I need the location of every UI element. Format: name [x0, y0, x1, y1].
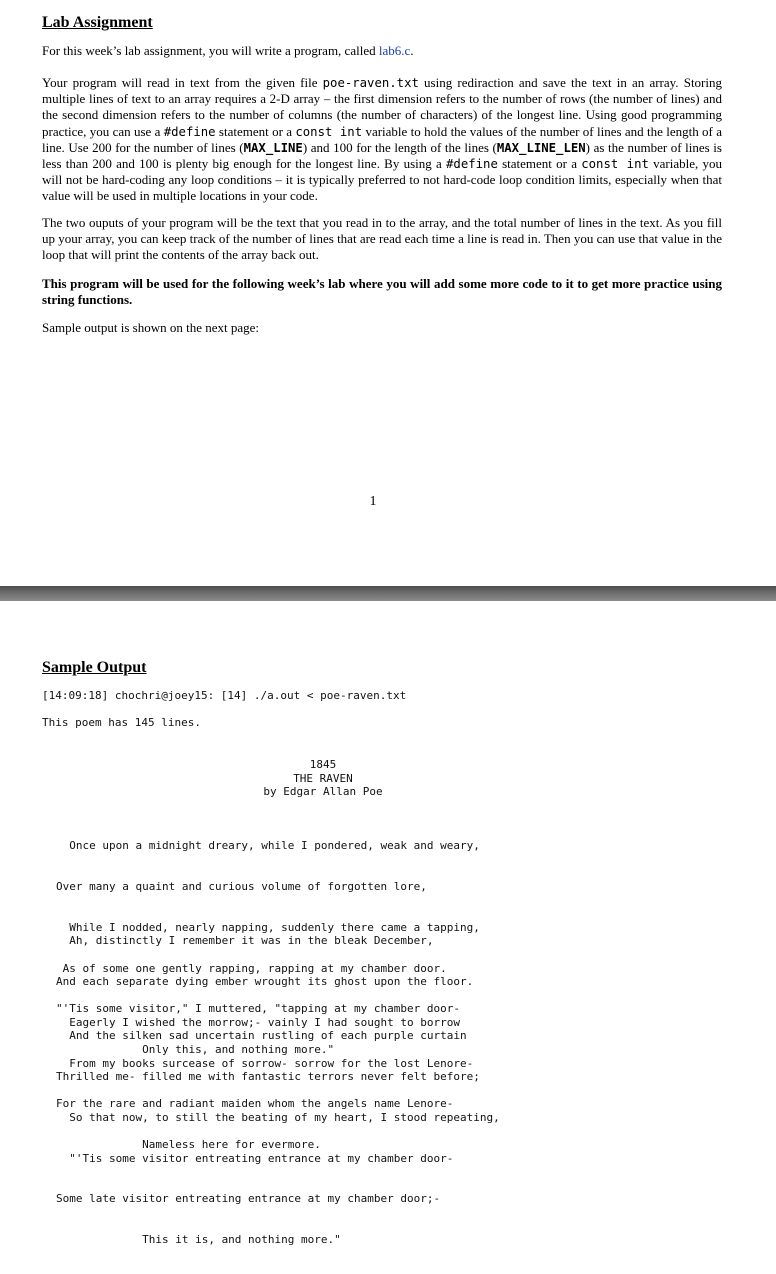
para1-text-8: variable, you will not be hard-coding any loop conditions – it is typically preferred to not hard-code loop condition limits, especially when that value will be used in multiple locations in your code.: [42, 156, 722, 204]
poem-line: Over many a quaint and curious volume of forgotten lore,: [56, 879, 427, 893]
para1-text-2: using rediraction and save the text in an array. Storing multiple lines of text to an array requires a 2-D array – the first dimension refers to the number of rows (the number of lines) and the second dimension refers to the number of columns (the number of characters) of the longest line. Using good programming practice, you can use a: [42, 75, 722, 139]
poem-line: From my books surcease of sorrow- sorrow for the lost Lenore-: [56, 1056, 474, 1070]
poem-author: by Edgar Allan Poe: [263, 785, 383, 799]
sample-output-pointer: Sample output is shown on the next page:: [42, 320, 260, 335]
define-keyword: #define: [163, 124, 216, 139]
max-line-len-constant: MAX_LINE_LEN: [496, 140, 586, 155]
poem-title: THE RAVEN: [293, 771, 353, 785]
define-keyword-2: #define: [446, 157, 498, 172]
poem-line: And the silken sad uncertain rustling of each purple curtain: [56, 1029, 467, 1043]
intro-suffix: .: [410, 43, 414, 58]
para1-text-6: ) as the number of lines is less than 200 and 100 is plenty big enough for the longest line. By using a: [42, 139, 722, 172]
outputs-paragraph: The two ouputs of your program will be the text that you read in to the array, and the total number of lines in the text. As you fill up your array, you can keep track of the number of lines that are read each time a line is read in. Then you can use that value in the loop that will print the contents of the array back out.: [42, 215, 722, 263]
para1-text-3: statement or a: [215, 123, 296, 139]
poem-line: This it is, and nothing more.": [56, 1233, 341, 1247]
para1-text-7: statement or a: [497, 156, 582, 172]
poem-line: Only this, and nothing more.": [56, 1043, 335, 1057]
poem-line: "'Tis some visitor," I muttered, "tapping at my chamber door-: [56, 1002, 460, 1016]
poem-line: Thrilled me- filled me with fantastic terrors never felt before;: [56, 1069, 480, 1083]
poem-line: So that now, to still the beating of my heart, I stood repeating,: [56, 1110, 500, 1124]
lab-assignment-heading: Lab Assignment: [42, 14, 153, 31]
sample-output-heading: Sample Output: [42, 659, 147, 676]
poem-line: "'Tis some visitor entreating entrance at my chamber door-: [56, 1151, 454, 1165]
poem-line: While I nodded, nearly napping, suddenly there came a tapping,: [56, 920, 480, 934]
poem-stanza-3: [56, 1002, 500, 1274]
poem-line: For the rare and radiant maiden whom the angels name Lenore-: [56, 1097, 454, 1111]
const-int-keyword-2: const int: [581, 157, 649, 172]
poem-line: Nameless here for evermore.: [56, 1138, 321, 1152]
poem-line: And each separate dying ember wrought its ghost upon the floor.: [56, 974, 474, 988]
intro-paragraph: [42, 43, 722, 59]
intro-text: For this week’s lab assignment, you will write a program, called: [42, 43, 379, 58]
poem-line: Once upon a midnight dreary, while I pondered, weak and weary,: [56, 839, 480, 853]
line-count-output: This poem has 145 lines.: [42, 716, 201, 729]
poem-line: Some late visitor entreating entrance at my chamber door;-: [56, 1192, 441, 1206]
para1-text-5: ) and 100 for the length of the lines (: [302, 139, 497, 155]
max-line-constant: MAX_LINE: [243, 140, 303, 155]
terminal-command-line: [14:09:18] chochri@joey15: [14] ./a.out < poe-raven.txt: [42, 689, 407, 702]
poe-raven-filename: poe-raven.txt: [322, 76, 419, 90]
poem-line: As of some one gently rapping, rapping at my chamber door.: [56, 961, 447, 975]
para1-text-4: variable to hold the values of the number of lines and the length of a line. Use 200 for the number of lines (: [42, 123, 722, 155]
poem-line: Ah, distinctly I remember it was in the bleak December,: [56, 934, 434, 948]
page-separator: [0, 586, 776, 601]
document-page-1: [0, 0, 776, 586]
para1-text-1: Your program will read in text from the given file: [42, 75, 323, 90]
poem-line: Eagerly I wished the morrow;- vainly I had sought to borrow: [56, 1015, 460, 1029]
poem-title-block: [0, 758, 646, 799]
page-number: 1: [369, 494, 377, 509]
program-description-paragraph: [42, 75, 722, 205]
const-int-keyword: const int: [295, 124, 363, 139]
poem-year: 1845: [309, 758, 337, 771]
document-page-2: [0, 601, 776, 1247]
next-week-note: This program will be used for the following week’s lab where you will add some more code to it to get more practice using string functions.: [42, 276, 722, 308]
lab-filename-link[interactable]: lab6.c: [378, 43, 411, 58]
